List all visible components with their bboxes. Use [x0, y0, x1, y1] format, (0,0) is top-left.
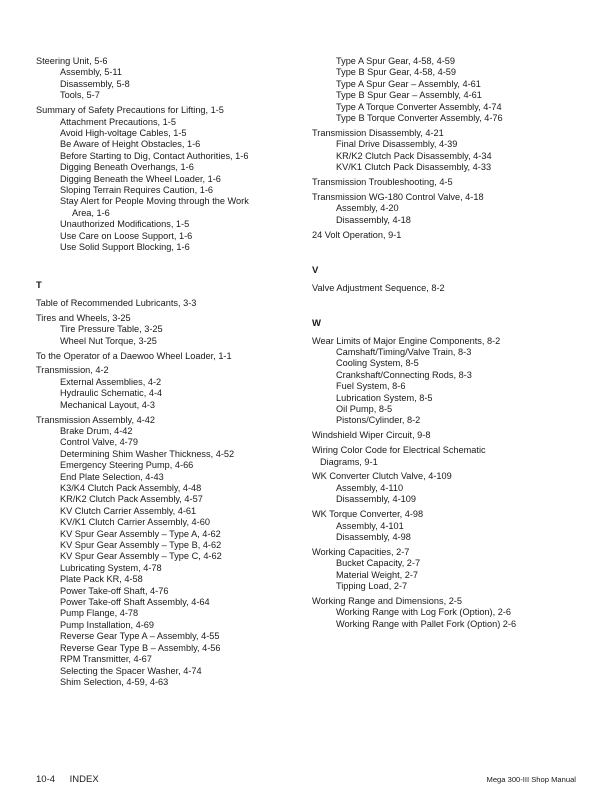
- index-subentry: Assembly, 4-101: [336, 520, 404, 531]
- section-letter: W: [312, 318, 321, 329]
- index-subentry: Plate Pack KR, 4-58: [60, 574, 143, 585]
- page-number: 10-4: [36, 774, 56, 785]
- index-subentry: Assembly, 4-20: [336, 203, 399, 214]
- index-subentry: Emergency Steering Pump, 4-66: [60, 460, 194, 471]
- index-entry-main: Valve Adjustment Sequence, 8-2: [312, 282, 445, 293]
- index-entry: [312, 471, 582, 505]
- index-entry: [312, 509, 582, 543]
- index-entry: [312, 547, 582, 593]
- index-column-left: [36, 56, 306, 688]
- index-entry-main: [312, 445, 582, 468]
- index-subentry: Brake Drum, 4-42: [60, 425, 133, 436]
- index-entry-main: Summary of Safety Precautions for Lifting, 1-5: [36, 105, 224, 116]
- index-subentry: KV Spur Gear Assembly – Type C, 4-62: [60, 551, 222, 562]
- index-column-right: [312, 56, 582, 630]
- index-entry: [36, 351, 306, 362]
- spacer: [312, 277, 582, 279]
- index-entry-main: Tires and Wheels, 3-25: [36, 312, 131, 323]
- index-subentry: Working Range with Log Fork (Option), 2-6: [336, 607, 511, 618]
- section-letter: T: [36, 280, 42, 292]
- index-entry-main-line: Diagrams, 9-1: [320, 456, 378, 467]
- spacer: [312, 294, 582, 318]
- index-subentry: KV Clutch Carrier Assembly, 4-61: [60, 505, 197, 516]
- index-subentry: KR/K2 Clutch Pack Disassembly, 4-34: [336, 150, 492, 161]
- index-entry-main: Wear Limits of Major Engine Components, 8-2: [312, 335, 501, 346]
- index-subentry: Determining Shim Washer Thickness, 4-52: [60, 448, 235, 459]
- index-entry: [312, 177, 582, 188]
- footer-left: [36, 774, 99, 785]
- index-entry: [312, 596, 582, 630]
- section-letter: V: [312, 265, 319, 277]
- index-subentry: Assembly, 5-11: [60, 67, 122, 78]
- index-subentry: Disassembly, 4-109: [336, 494, 416, 505]
- index-entry: [36, 105, 306, 253]
- index-entry-main: Windshield Wiper Circuit, 9-8: [312, 430, 431, 441]
- index-subentry: Use Solid Support Blocking, 1-6: [60, 242, 190, 252]
- index-subentry: Disassembly, 4-18: [336, 214, 411, 225]
- index-subentry: KV Spur Gear Assembly – Type A, 4-62: [60, 528, 221, 539]
- index-subentry: Sloping Terrain Requires Caution, 1-6: [60, 184, 214, 195]
- index-subentry: RPM Transmitter, 4-67: [60, 654, 152, 665]
- index-subentry: Attachment Precautions, 1-5: [60, 116, 176, 127]
- index-subentry: Material Weight, 2-7: [336, 569, 419, 580]
- index-entry-main: WK Converter Clutch Valve, 4-109: [312, 471, 452, 482]
- index-subentry: Tools, 5-7: [60, 90, 100, 101]
- index-subentry: Pistons/Cylinder, 8-2: [336, 415, 421, 426]
- index-entry-continued: [312, 56, 582, 124]
- index-entry-main: Working Capacities, 2-7: [312, 546, 410, 557]
- index-subentry: Bucket Capacity, 2-7: [336, 558, 421, 569]
- index-subentry: Lubrication System, 8-5: [336, 392, 433, 403]
- index-subentry: Assembly, 4-110: [336, 482, 404, 493]
- index-entry: [36, 313, 306, 347]
- index-subentry: Disassembly, 5-8: [60, 78, 130, 89]
- index-entry-main: Table of Recommended Lubricants, 3-3: [36, 297, 197, 308]
- manual-title: Mega 300-III Shop Manual: [486, 775, 576, 784]
- index-entry: [36, 56, 306, 102]
- index-subentry: Power Take-off Shaft, 4-76: [60, 585, 169, 596]
- index-subentry: External Assemblies, 4-2: [60, 376, 162, 387]
- index-subentry: K3/K4 Clutch Pack Assembly, 4-48: [60, 483, 202, 493]
- index-subentry: Type A Spur Gear – Assembly, 4-61: [336, 78, 481, 89]
- spacer: [36, 253, 306, 280]
- index-subentry: Camshaft/Timing/Valve Train, 8-3: [336, 346, 472, 357]
- index-subentry: Selecting the Spacer Washer, 4-74: [60, 665, 202, 676]
- index-subentry: Working Range with Pallet Fork (Option) 2-6: [336, 618, 517, 629]
- index-entry: [312, 445, 582, 468]
- index-subentry: Pump Installation, 4-69: [60, 619, 154, 630]
- index-subentry: [36, 196, 306, 219]
- index-subentry: Fuel System, 8-6: [336, 381, 406, 392]
- index-subentry: Disassembly, 4-98: [336, 532, 411, 542]
- index-subentry: Tire Pressure Table, 3-25: [60, 324, 163, 335]
- index-subentry: Before Starting to Dig, Contact Authorities, 1-6: [60, 150, 249, 161]
- spacer: [36, 292, 306, 294]
- index-subentry: Type B Torque Converter Assembly, 4-76: [336, 113, 503, 124]
- spacer: [312, 241, 582, 265]
- index-subentry: KR/K2 Clutch Pack Assembly, 4-57: [60, 494, 203, 505]
- index-entry: [312, 283, 582, 294]
- index-subentry: Unauthorized Modifications, 1-5: [60, 219, 190, 230]
- index-subentry: Type B Spur Gear, 4-58, 4-59: [336, 67, 457, 78]
- index-subentry: Final Drive Disassembly, 4-39: [336, 139, 458, 150]
- index-subentry: Use Care on Loose Support, 1-6: [60, 230, 193, 241]
- index-entry-main: Transmission Disassembly, 4-21: [312, 127, 444, 138]
- index-subentry: Type B Spur Gear – Assembly, 4-61: [336, 90, 482, 101]
- index-entry-main: Steering Unit, 5-6: [36, 56, 108, 66]
- index-subentry: Hydraulic Schematic, 4-4: [60, 388, 163, 399]
- index-entry-main: Transmission, 4-2: [36, 365, 109, 376]
- index-entry: [36, 298, 306, 309]
- index-entry: [312, 192, 582, 226]
- index-entry: [312, 230, 582, 241]
- index-subentry: End Plate Selection, 4-43: [60, 471, 164, 482]
- index-subentry: Be Aware of Height Obstacles, 1-6: [60, 139, 201, 150]
- index-subentry: Reverse Gear Type A – Assembly, 4-55: [60, 631, 220, 642]
- index-subentry: Reverse Gear Type B – Assembly, 4-56: [60, 642, 221, 653]
- index-subentry-line: Area, 1-6: [72, 207, 110, 218]
- index-entry-main-line: Wiring Color Code for Electrical Schematic: [312, 445, 486, 456]
- footer-section: INDEX: [69, 774, 99, 785]
- index-subentry: Crankshaft/Connecting Rods, 8-3: [336, 369, 472, 380]
- index-entry: [36, 365, 306, 411]
- index-entry: [312, 336, 582, 427]
- index-entry: [36, 415, 306, 689]
- index-subentry: KV Spur Gear Assembly – Type B, 4-62: [60, 540, 222, 551]
- index-subentry: Lubricating System, 4-78: [60, 562, 162, 573]
- index-subentry: Cooling System, 8-5: [336, 358, 419, 369]
- index-subentry: Digging Beneath Overhangs, 1-6: [60, 162, 194, 173]
- spacer: [312, 330, 582, 332]
- index-entry-main: To the Operator of a Daewoo Wheel Loader, 1-1: [36, 350, 232, 361]
- index-subentry: KV/K1 Clutch Pack Disassembly, 4-33: [336, 162, 492, 173]
- index-entry-main: Transmission WG-180 Control Valve, 4-18: [312, 191, 484, 202]
- index-entry-main: WK Torque Converter, 4-98: [312, 509, 424, 520]
- index-subentry: KV/K1 Clutch Carrier Assembly, 4-60: [60, 517, 210, 528]
- index-entry-main: 24 Volt Operation, 9-1: [312, 229, 402, 240]
- index-entry-main: Transmission Assembly, 4-42: [36, 414, 155, 425]
- index-subentry: Wheel Nut Torque, 3-25: [60, 335, 157, 346]
- index-subentry: Type A Spur Gear, 4-58, 4-59: [336, 56, 455, 66]
- index-subentry: Avoid High-voltage Cables, 1-5: [60, 127, 187, 138]
- index-entry-main: Transmission Troubleshooting, 4-5: [312, 177, 453, 188]
- index-subentry: Pump Flange, 4-78: [60, 608, 139, 619]
- index-subentry: Control Valve, 4-79: [60, 437, 138, 448]
- index-subentry: Type A Torque Converter Assembly, 4-74: [336, 101, 502, 112]
- index-subentry: Digging Beneath the Wheel Loader, 1-6: [60, 173, 221, 184]
- index-subentry: Oil Pump, 8-5: [336, 403, 393, 414]
- index-subentry: Shim Selection, 4-59, 4-63: [60, 676, 169, 687]
- index-entry: [312, 430, 582, 441]
- index-subentry: Power Take-off Shaft Assembly, 4-64: [60, 597, 210, 608]
- index-entry-main: Working Range and Dimensions, 2-5: [312, 596, 462, 607]
- index-entry: [312, 128, 582, 174]
- index-subentry: Mechanical Layout, 4-3: [60, 399, 155, 410]
- index-subentry: Tipping Load, 2-7: [336, 581, 408, 592]
- index-subentry-line: Stay Alert for People Moving through the Work: [60, 196, 249, 207]
